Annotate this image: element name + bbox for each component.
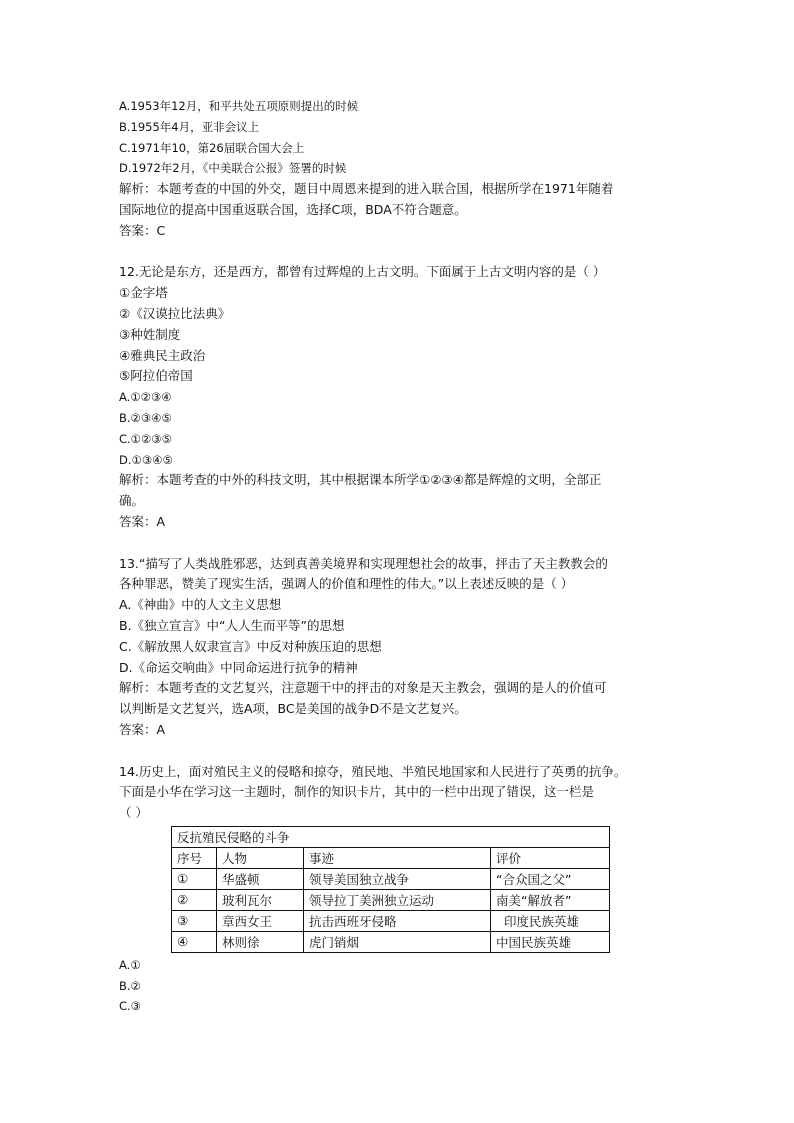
option-a: A.①②③④ (119, 390, 172, 405)
spacer (119, 242, 679, 263)
table-cell: 印度民族英雄 (491, 910, 610, 931)
answer: 答案：C (119, 222, 166, 238)
table-row (172, 931, 610, 952)
table-title-row (172, 826, 610, 847)
table-cell: 中国民族英雄 (491, 931, 610, 952)
option-d: D.《命运交响曲》中同命运进行抗争的精神 (119, 659, 358, 675)
option-b: B.《独立宣言》中“人人生而平等”的思想 (119, 617, 345, 633)
option-a: A.① (119, 957, 141, 972)
question-stem: 下面是小华在学习这一主题时，制作的知识卡片，其中的一栏中出现了错误，这一栏是 (119, 784, 595, 800)
option-c: C.③ (119, 999, 141, 1014)
option-a: A.《神曲》中的人文主义思想 (119, 597, 282, 613)
question-stem: 14.历史上，面对殖民主义的侵略和掠夺，殖民地、半殖民地国家和人民进行了英勇的抗争。 (119, 763, 627, 779)
table-cell: 领导拉丁美洲独立运动 (304, 889, 491, 910)
question-stem: （ ） (119, 805, 148, 821)
table-cell: 玻利瓦尔 (217, 889, 304, 910)
document-page (119, 96, 679, 1017)
question-stem: 12.无论是东方，还是西方，都曾有过辉煌的上古文明。下面属于上古文明内容的是（ ） (119, 264, 606, 280)
column-header: 评价 (491, 847, 610, 868)
option-c: C.《解放黑人奴隶宣言》中反对种族压迫的思想 (119, 638, 382, 654)
table-row (172, 910, 610, 931)
option-b: B.1955年4月，亚非会议上 (119, 119, 260, 134)
option-a: A.1953年12月，和平共处五项原则提出的时候 (119, 99, 359, 113)
analysis-line: 确。 (119, 493, 145, 509)
table-cell: 抗击西班牙侵略 (304, 910, 491, 931)
question-stem: 各种罪恶，赞美了现实生活，强调人的价值和理性的伟大。”以上表述反映的是（ ） (119, 576, 574, 592)
table-header-row (172, 847, 610, 868)
table-cell: 领导美国独立战争 (304, 868, 491, 889)
table-cell: 虎门销烟 (304, 931, 491, 952)
option-d: D.1972年2月，《中美联合公报》签署的时候 (119, 161, 347, 176)
option-c: C.1971年10，第26届联合国大会上 (119, 140, 305, 155)
analysis-line: 国际地位的提高中国重返联合国，选择C项，BDA不符合题意。 (119, 201, 467, 217)
spacer (119, 741, 679, 762)
analysis-line: 解析：本题考查的文艺复兴，注意题干中的抨击的对象是天主教会，强调的是人的价值可 (119, 680, 607, 696)
spacer (119, 533, 679, 554)
table-cell: ② (172, 889, 217, 910)
list-item: ④雅典民主政治 (119, 347, 206, 363)
table-row (172, 868, 610, 889)
option-c: C.①②③⑤ (119, 431, 172, 446)
question-11 (119, 96, 679, 242)
table-cell: ③ (172, 910, 217, 931)
option-b: B.②③④⑤ (119, 410, 172, 425)
question-13 (119, 554, 679, 741)
question-stem: 13.“描写了人类战胜邪恶，达到真善美境界和实现理想社会的故事，抨击了天主教教会的 (119, 555, 608, 571)
answer: 答案：A (119, 721, 166, 737)
analysis-line: 解析：本题考查的中国的外交，题目中周恩来提到的进入联合国，根据所学在1971年随着 (119, 181, 614, 197)
table-cell: ④ (172, 931, 217, 952)
list-item: ③种姓制度 (119, 326, 181, 342)
table-cell: “合众国之父” (491, 868, 610, 889)
column-header: 序号 (172, 847, 217, 868)
question-12 (119, 262, 679, 532)
option-d: D.①③④⑤ (119, 452, 173, 467)
table-cell: 南美“解放者” (491, 889, 610, 910)
table-row (172, 889, 610, 910)
table-cell: ① (172, 868, 217, 889)
answer: 答案：A (119, 513, 166, 529)
table-cell: 林则徐 (217, 931, 304, 952)
table-cell: 华盛顿 (217, 868, 304, 889)
column-header: 事迹 (304, 847, 491, 868)
table-title: 反抗殖民侵略的斗争 (172, 826, 610, 847)
question-14 (119, 762, 679, 1018)
list-item: ②《汉谟拉比法典》 (119, 305, 231, 321)
list-item: ⑤阿拉伯帝国 (119, 368, 193, 384)
column-header: 人物 (217, 847, 304, 868)
knowledge-card-table (171, 826, 610, 953)
analysis-line: 解析：本题考查的中外的科技文明，其中根据课本所学①②③④都是辉煌的文明，全部正 (119, 472, 602, 488)
list-item: ①金字塔 (119, 285, 168, 301)
table-cell: 章西女王 (217, 910, 304, 931)
option-b: B.② (119, 978, 141, 993)
analysis-line: 以判断是文艺复兴，选A项，BC是美国的战争D不是文艺复兴。 (119, 701, 467, 717)
